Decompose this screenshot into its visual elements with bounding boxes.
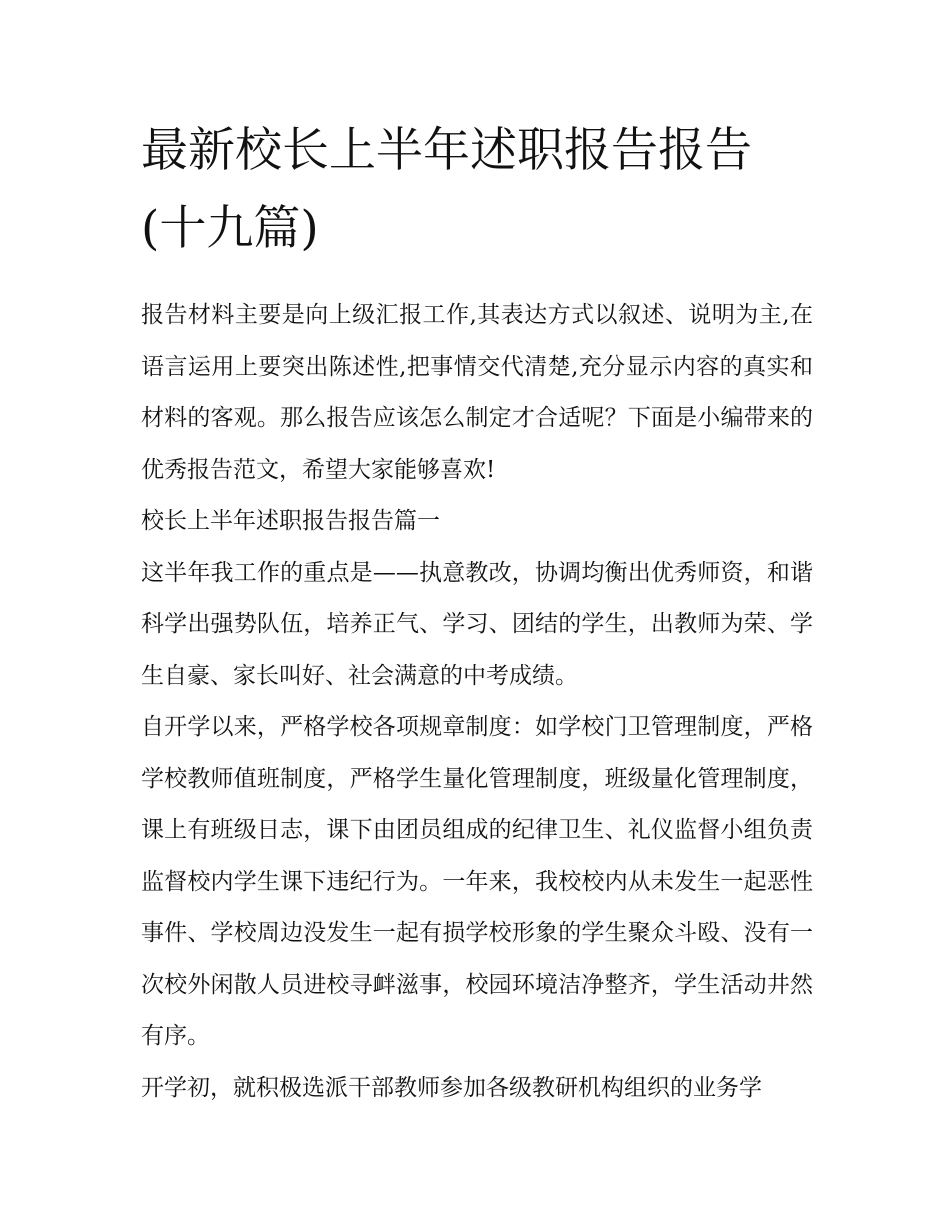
document-title: 最新校长上半年述职报告报告(十九篇) [141,123,752,256]
body-paragraph-3: 开学初，就积极选派干部教师参加各级教研机构组织的业务学 [141,1074,762,1101]
section-heading: 校长上半年述职报告报告篇一 [141,508,440,534]
intro-paragraph: 报告材料主要是向上级汇报工作,其表达方式以叙述、说明为主,在语言运用上要突出陈述性,把事情交代清楚,充分显示内容的真实和材料的客观。那么报告应该怎么制定才合适呢？下面是小编带来的优秀报告范文，希望大家能够喜欢! [141,302,813,483]
body-paragraph-1: 这半年我工作的重点是——执意教改，协调均衡出优秀师资，和谐科学出强势队伍，培养正气、学习、团结的学生，出教师为荣、学生自豪、家长叫好、社会满意的中考成绩。 [141,559,813,689]
document-page [141,112,813,1114]
body-paragraph-2: 自开学以来，严格学校各项规章制度：如学校门卫管理制度，严格学校教师值班制度，严格学生量化管理制度，班级量化管理制度，课上有班级日志，课下由团员组成的纪律卫生、礼仪监督小组负责监督校内学生课下违纪行为。一年来，我校校内从未发生一起恶性事件、学校周边没发生一起有损学校形象的学生聚众斗殴、没有一次校外闲散人员进校寻衅滋事，校园环境洁净整齐，学生活动井然有序。 [141,714,813,1049]
